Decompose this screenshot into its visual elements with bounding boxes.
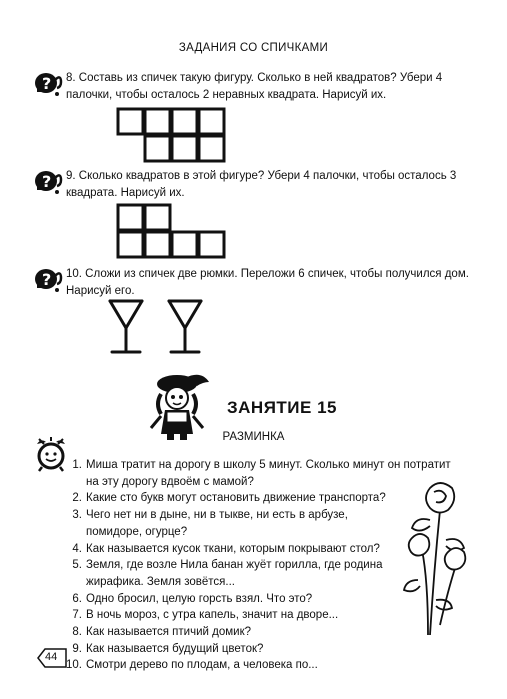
lesson-title: ЗАНЯТИЕ 15	[227, 398, 337, 417]
task-8-text: 8. Составь из спичек такую фигуру. Сколько в ней квадратов? Убери 4 палочки, чтобы осталось 2 неравных квадрата. Нарисуй их.	[66, 72, 443, 101]
list-item: 9. Как называется будущий цветок?	[72, 642, 264, 655]
list-item: 1. Миша тратит на дорогу в школу 5 минут. Сколько минут он потратит на эту дорогу вдвоём с мамой?	[72, 459, 451, 488]
list-item: 10. Смотри дерево по плодам, а человека по...	[66, 659, 318, 672]
list-item: 8. Как называется птичий домик?	[72, 626, 251, 639]
matchstick-glasses-task-10	[107, 296, 207, 358]
matchstick-figure-task-9	[116, 203, 226, 259]
list-item: 6. Одно бросил, целую горсть взял. Что это?	[72, 592, 313, 605]
task-9-text: 9. Сколько квадратов в этой фигуре? Убери 4 палочки, чтобы осталось 3 квадрата. Нарисуй их.	[66, 170, 457, 199]
question-head-icon	[33, 266, 63, 296]
page-number: 44	[45, 651, 58, 663]
list-item: 7. В ночь мороз, с утра капель, значит на дворе...	[72, 609, 339, 622]
rose-icon	[400, 480, 480, 640]
question-head-icon	[33, 70, 63, 100]
alarm-clock-icon	[34, 436, 68, 472]
svg-text:?: ?	[42, 172, 52, 191]
matchstick-figure-task-8	[116, 107, 226, 163]
task-10-text: 10. Сложи из спичек две рюмки. Переложи 6 спичек, чтобы получился дом. Нарисуй его.	[66, 268, 469, 297]
svg-text:?: ?	[42, 74, 52, 93]
list-item: 5. Земля, где возле Нила банан жуёт горилла, где родина жирафика. Земля зовётся...	[72, 559, 383, 588]
list-item: 4. Как называется кусок ткани, которым покрывают стол?	[72, 542, 380, 555]
warmup-heading: РАЗМИНКА	[222, 431, 285, 443]
question-head-icon	[33, 168, 63, 198]
list-item: 3. Чего нет ни в дыне, ни в тыкве, ни есть в арбузе, помидоре, огурце?	[72, 509, 348, 538]
page-title: ЗАДАНИЯ СО СПИЧКАМИ	[178, 42, 329, 54]
svg-text:?: ?	[42, 270, 52, 289]
list-item: 2. Какие сто букв могут остановить движение транспорта?	[72, 492, 386, 505]
